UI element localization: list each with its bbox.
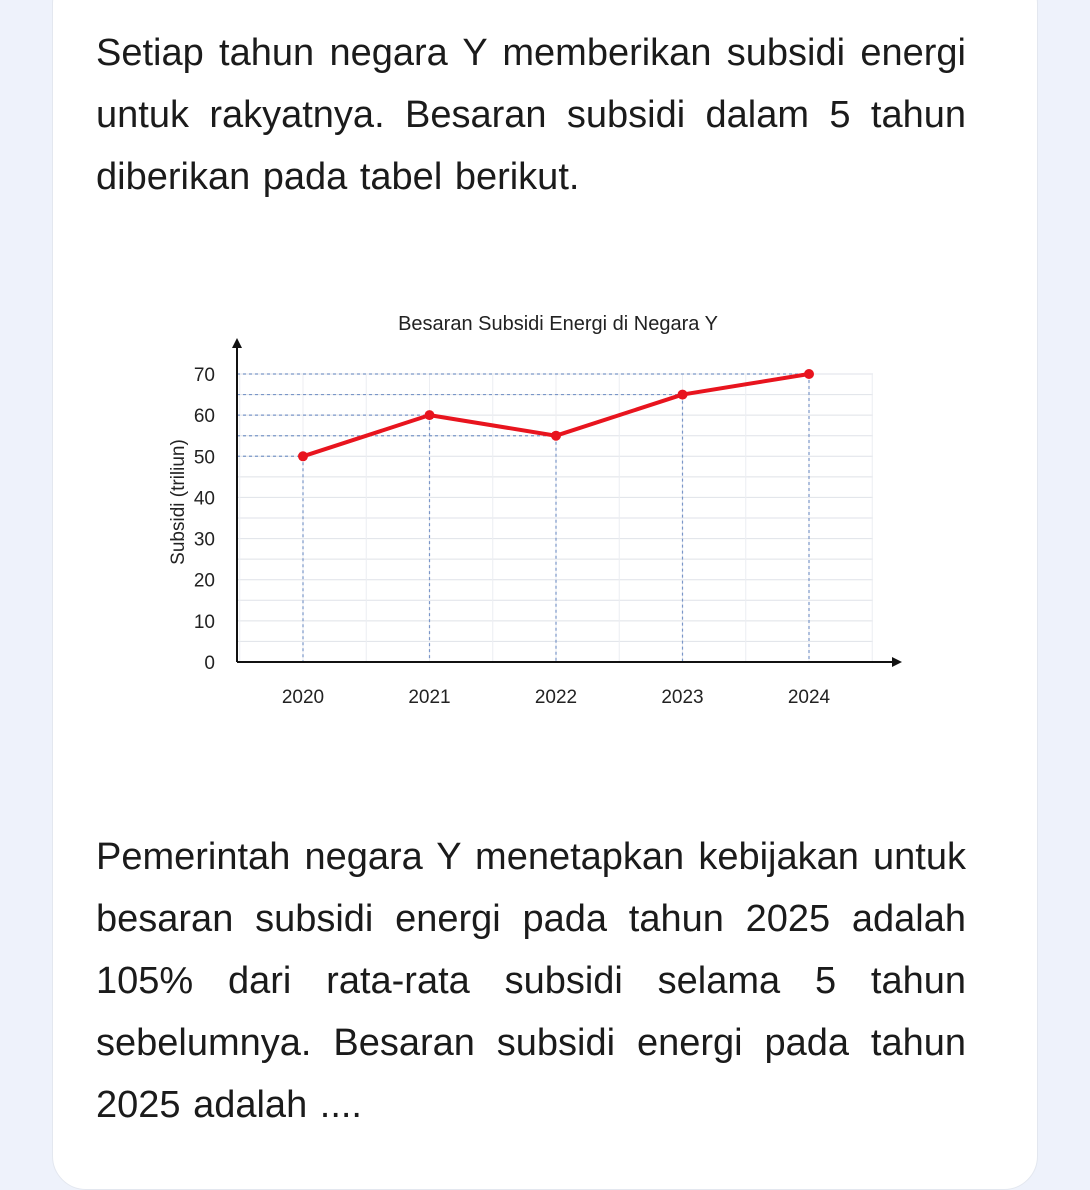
question-body: Pemerintah negara Y menetapkan kebijakan untuk besaran subsidi energi pada tahun 2025 adalah 105% dari rata-rata subsidi selama 5 tahun sebelumnya. Besaran subsidi energi pada tahun 2025 adalah .... (96, 836, 966, 1126)
data-point (804, 369, 814, 379)
data-point (551, 431, 561, 441)
x-tick-label: 2022 (534, 687, 578, 708)
x-tick-label: 2021 (408, 687, 451, 708)
y-tick-label: 50 (193, 447, 215, 469)
data-point (298, 451, 308, 461)
grid-layer (237, 374, 873, 662)
y-tick-label: 40 (193, 488, 215, 510)
chart-title: Besaran Subsidi Energi di Negara Y (398, 313, 718, 335)
data-point (678, 390, 688, 400)
x-tick-label: 2023 (661, 687, 704, 708)
x-axis-arrow (892, 657, 902, 667)
y-axis-arrow (232, 338, 242, 348)
y-tick-label: 10 (193, 611, 215, 633)
y-axis-label: Subsidi (triliun) (168, 439, 189, 565)
x-tick-label: 2024 (787, 687, 831, 708)
data-point (425, 410, 435, 420)
y-tick-label: 20 (193, 570, 215, 592)
line-chart (140, 300, 920, 730)
tick-layer (194, 365, 831, 708)
y-tick-label: 0 (204, 653, 215, 674)
axis-layer (232, 338, 902, 667)
y-tick-label: 70 (193, 365, 215, 386)
question-intro: Setiap tahun negara Y memberikan subsidi energi untuk rakyatnya. Besaran subsidi dalam 5 tahun diberikan pada tabel berikut. (96, 32, 966, 198)
x-tick-label: 2020 (281, 687, 325, 708)
y-tick-label: 60 (193, 406, 215, 428)
y-tick-label: 30 (193, 529, 215, 551)
